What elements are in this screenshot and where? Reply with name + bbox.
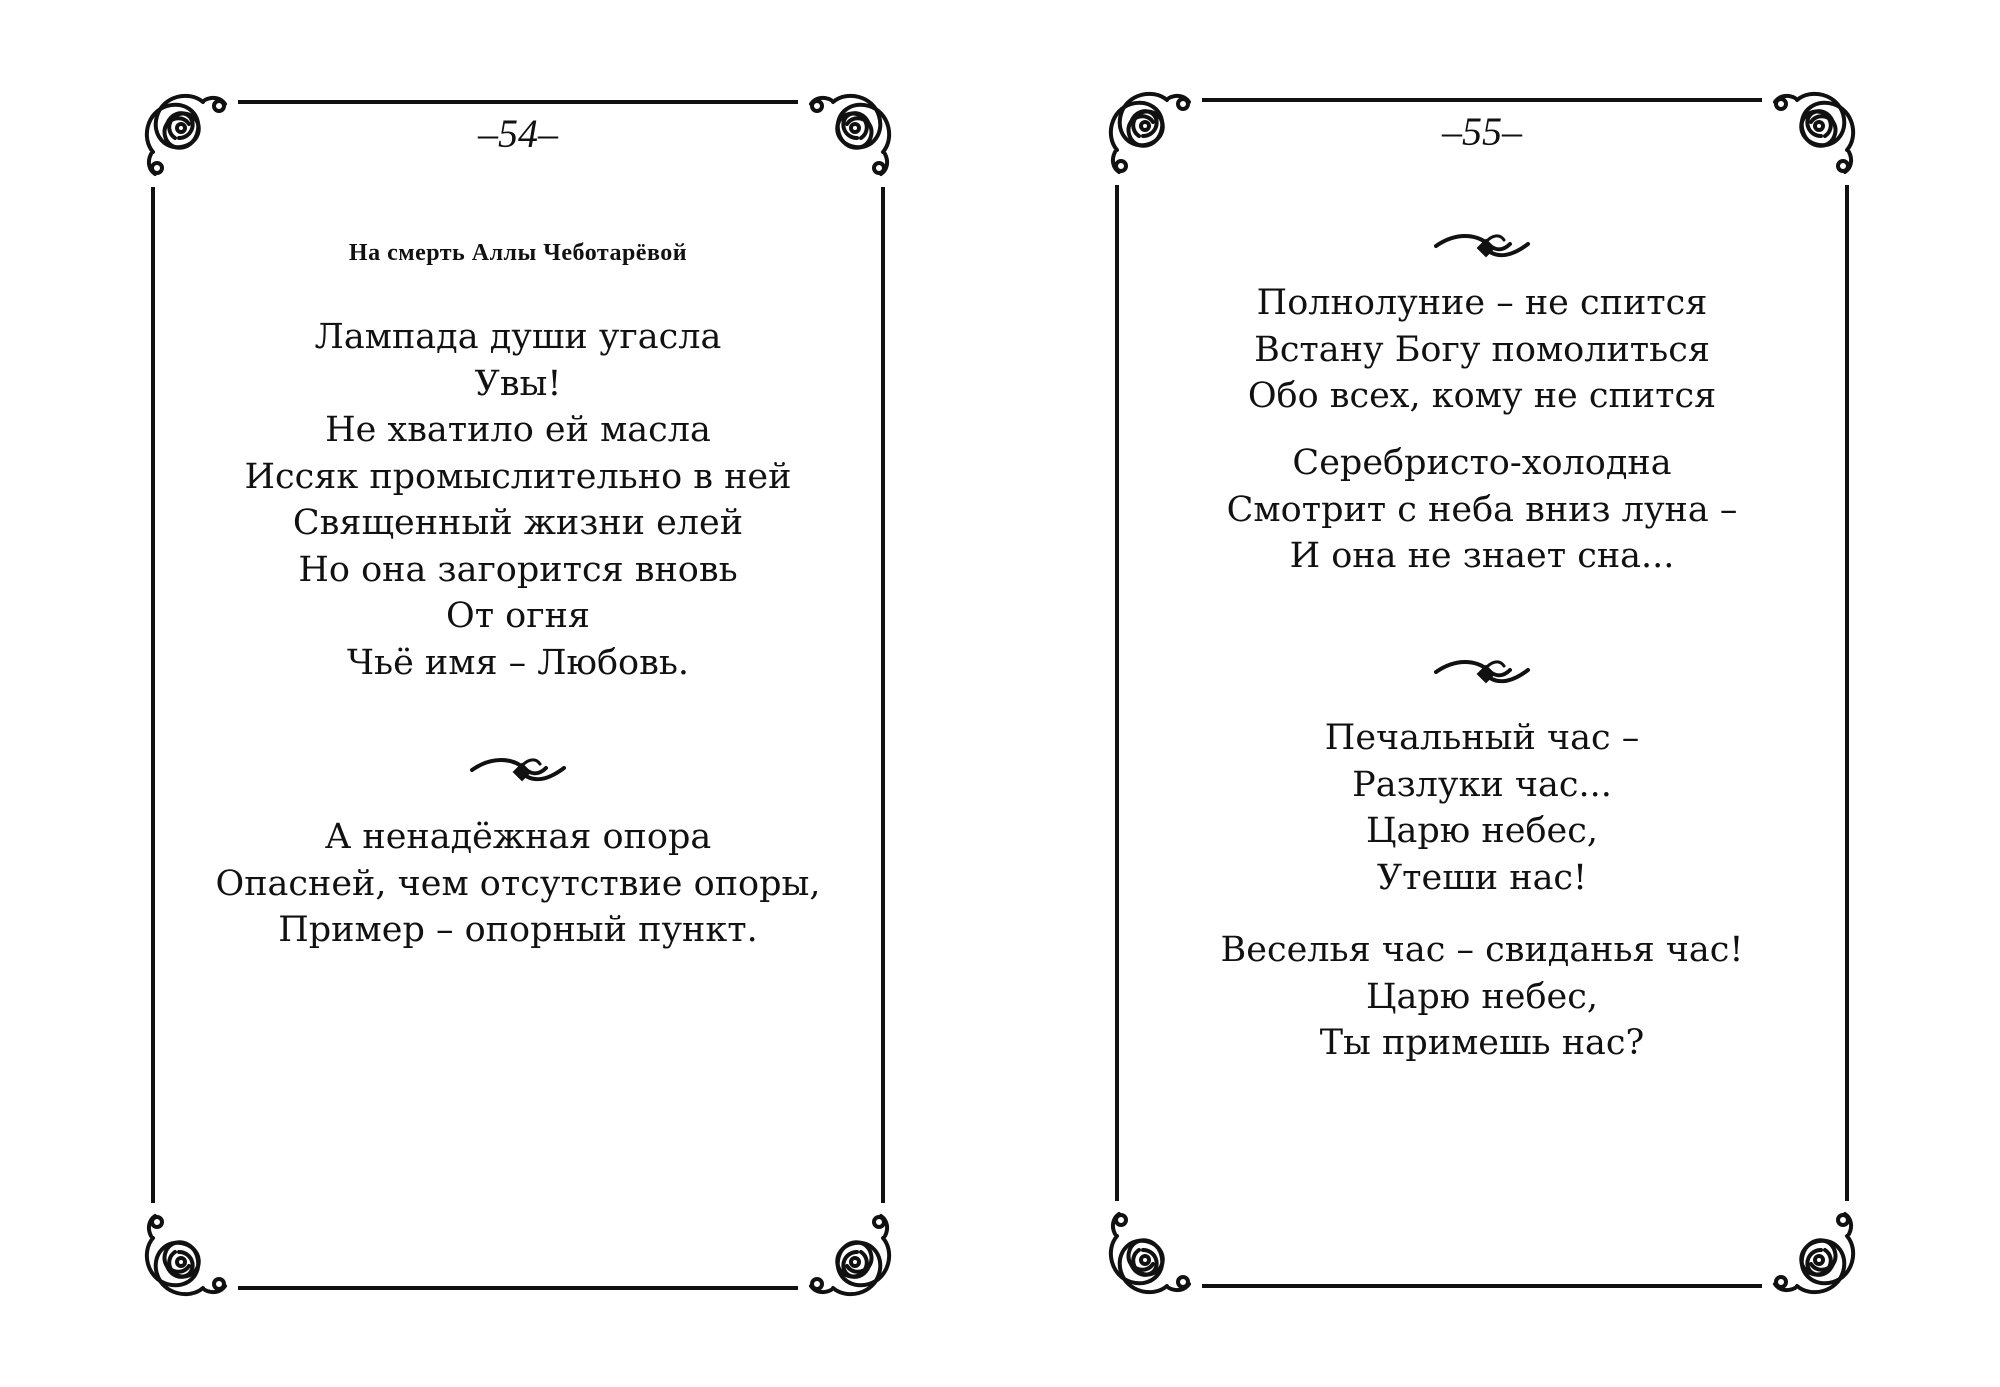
verse-line: Увы! — [474, 363, 562, 404]
verse-line: А ненадёжная опора — [324, 817, 712, 857]
stanza — [1107, 715, 1857, 901]
stanza — [143, 814, 893, 954]
flourish-separator-icon — [1432, 656, 1532, 688]
verse-line: Полнолуние – не спится — [1256, 283, 1708, 323]
verse-line: Но она загорится вновь — [298, 549, 738, 590]
verse-line: Печальный час – — [1324, 718, 1640, 758]
verse-line: Утеши нас! — [1376, 857, 1588, 898]
stanza — [1107, 440, 1857, 580]
page-left — [143, 92, 893, 1298]
flourish-separator-icon — [1432, 230, 1532, 262]
stanza — [143, 314, 893, 686]
page-number: –55– — [1442, 109, 1522, 154]
verse-line: Царю небес, — [1366, 976, 1598, 1017]
verse-line: Веселья час – свиданья час! — [1220, 930, 1744, 970]
page-right — [1107, 90, 1857, 1296]
celtic-knot-corner-icon — [147, 1216, 225, 1294]
verse-line: Смотрит с неба вниз луна – — [1226, 489, 1738, 530]
verse-line: Обо всех, кому не спится — [1247, 376, 1717, 416]
flourish-separator-icon — [468, 754, 568, 786]
celtic-knot-corner-icon — [1111, 1214, 1189, 1292]
poem-title: На смерть Аллы Чеботарёвой — [348, 240, 688, 266]
verse-line: Ты примешь нас? — [1319, 1023, 1645, 1063]
verse-line: От огня — [446, 596, 590, 636]
verse-line: Встану Богу помолиться — [1254, 329, 1710, 370]
verse-line: Опасней, чем отсутствие опоры, — [215, 863, 821, 904]
verse-line: Лампада души угасла — [314, 317, 722, 357]
verse-line: Не хватило ей масла — [325, 410, 711, 450]
celtic-knot-corner-icon — [811, 1216, 889, 1294]
verse-line: Царю небес, — [1366, 811, 1598, 851]
page-frame — [1107, 90, 1857, 1296]
stanza — [1107, 280, 1857, 420]
celtic-knot-corner-icon — [1775, 1214, 1853, 1292]
page-number: –54– — [478, 111, 558, 156]
verse-line: Разлуки час... — [1352, 764, 1612, 805]
stanza — [1107, 927, 1857, 1067]
verse-line: Священный жизни елей — [292, 503, 744, 543]
verse-line: Серебристо-холодна — [1292, 443, 1672, 483]
verse-line: И она не знает сна... — [1289, 536, 1675, 576]
verse-line: Пример – опорный пункт. — [278, 910, 758, 950]
verse-line: Чьё имя – Любовь. — [346, 642, 690, 683]
verse-line: Иссяк промыслительно в ней — [244, 456, 792, 497]
page-frame — [143, 92, 893, 1298]
